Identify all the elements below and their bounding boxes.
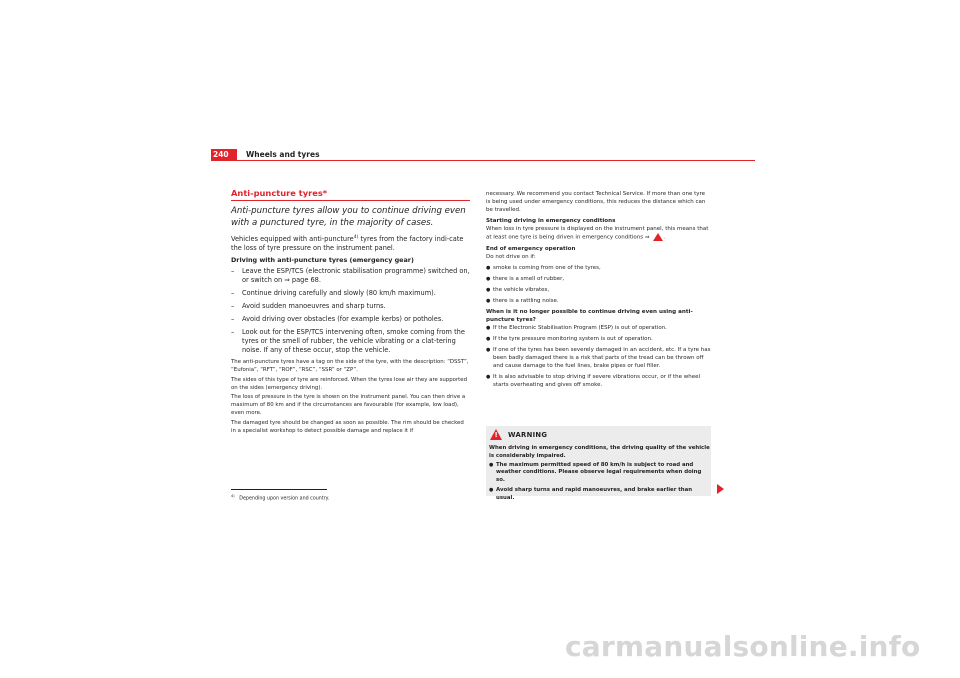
list-item: ● If the Electronic Stabilisation Program (ESP) is out of operation. <box>486 324 711 332</box>
footnote-rule <box>231 489 327 490</box>
footnote-ref[interactable]: 4) <box>353 235 359 240</box>
list-item: ● It is also advisable to stop driving if severe vibrations occur, or if the wheel starts overheating and gives off smoke. <box>486 373 711 389</box>
next-page-arrow-icon[interactable] <box>717 484 724 494</box>
article-subtitle: Anti-puncture tyres allow you to continue driving even with a punctured tyre, in the majority of cases. <box>231 206 466 228</box>
warning-item: ● The maximum permitted speed of 80 km/h is subject to road and weather conditions. Please observe legal requirements when doing so. <box>489 462 711 485</box>
end-heading: End of emergency operation <box>486 245 576 252</box>
step-item: – Leave the ESP/TCS (electronic stabilisation programme) switched on, or switch on ⇒ page 68. <box>231 267 470 285</box>
left-column <box>231 188 470 437</box>
warning-header <box>488 428 709 442</box>
note-paragraph: The damaged tyre should be changed as soon as possible. The rim should be checked in a specialist workshop to detect possible damage and replace it if <box>231 419 464 434</box>
header-rule <box>211 160 755 161</box>
no-longer-heading: When is it no longer possible to continue driving even using anti-puncture tyres? <box>486 308 693 323</box>
intro-paragraph: Vehicles equipped with anti-puncture$^{4)}$ tyres from the factory indi-cate the loss of tyre pressure on the instrument panel. <box>231 235 464 253</box>
warning-title: WARNING <box>508 431 548 439</box>
step-item: – Continue driving carefully and slowly (80 km/h maximum). <box>231 289 470 298</box>
right-column <box>486 190 711 392</box>
step-item: – Look out for the ESP/TCS intervening often, smoke coming from the tyres or the smell of rubber, the vehicle vibrating or a clat-tering noise. If any of these occur, stop the vehicle. <box>231 328 470 355</box>
note-paragraph: The anti-puncture tyres have a tag on the side of the tyre, with the description: “DSST”, “Eufonia”, “RFT”, “ROF”, “RSC”, “SSR” or “ZP”. <box>231 359 469 373</box>
starting-paragraph: When loss in tyre pressure is displayed on the instrument panel, this means that at least one tyre is being driven in emergency conditions ⇒ . <box>486 226 709 241</box>
warning-intro: When driving in emergency conditions, the driving quality of the vehicle is considerably impaired. <box>489 445 710 459</box>
warning-ref-icon[interactable] <box>653 233 663 241</box>
starting-heading: Starting driving in emergency conditions <box>486 218 616 224</box>
end-intro: Do not drive on if: <box>486 253 536 260</box>
section-title: Wheels and tyres <box>246 150 320 159</box>
step-item: – Avoid driving over obstacles (for example kerbs) or potholes. <box>231 315 470 324</box>
warning-triangle-icon: ! <box>490 429 502 440</box>
warning-body <box>489 445 711 505</box>
article-title: Anti-puncture tyres* <box>231 188 328 198</box>
list-item: ● If the tyre pressure monitoring system is out of operation. <box>486 335 711 343</box>
list-item: ● there is a rattling noise. <box>486 297 711 305</box>
list-item: ● the vehicle vibrates, <box>486 286 711 294</box>
warning-list <box>489 462 711 503</box>
note-paragraph: The sides of this type of tyre are reinforced. When the tyres lose air they are supported on the sides (emergency driving). <box>231 376 468 391</box>
footnote: $^{4)}$ Depending upon version and country. <box>231 494 330 502</box>
note-paragraph: The loss of pressure in the tyre is shown on the instrument panel. You can then drive a maximum of 80 km and if the circumstances are favourable (for example, low load), even more. <box>231 394 466 416</box>
no-longer-list <box>486 324 711 389</box>
list-item: ● there is a smell of rubber, <box>486 275 711 283</box>
step-item: – Avoid sudden manoeuvres and sharp turns. <box>231 302 470 311</box>
watermark: carmanualsonline.info <box>565 630 921 663</box>
continuation-paragraph: necessary. We recommend you contact Technical Service. If more than one tyre is being used under emergency conditions, this reduces the distance which can be travelled. <box>486 191 706 213</box>
title-rule <box>231 200 470 201</box>
end-list <box>486 264 711 305</box>
driving-heading: Driving with anti-puncture tyres (emergency gear) <box>231 256 414 265</box>
steps-list <box>231 267 470 355</box>
warning-item: ● Avoid sharp turns and rapid manoeuvres, and brake earlier than usual. <box>489 487 711 503</box>
list-item: ● smoke is coming from one of the tyres, <box>486 264 711 272</box>
page-number: 240 <box>213 150 229 159</box>
list-item: ● If one of the tyres has been severely damaged in an accident, etc. If a tyre has been badly damaged there is a risk that parts of the tread can be thrown off and cause damage to the fuel lines, brake pipes or fuel filler. <box>486 346 711 370</box>
